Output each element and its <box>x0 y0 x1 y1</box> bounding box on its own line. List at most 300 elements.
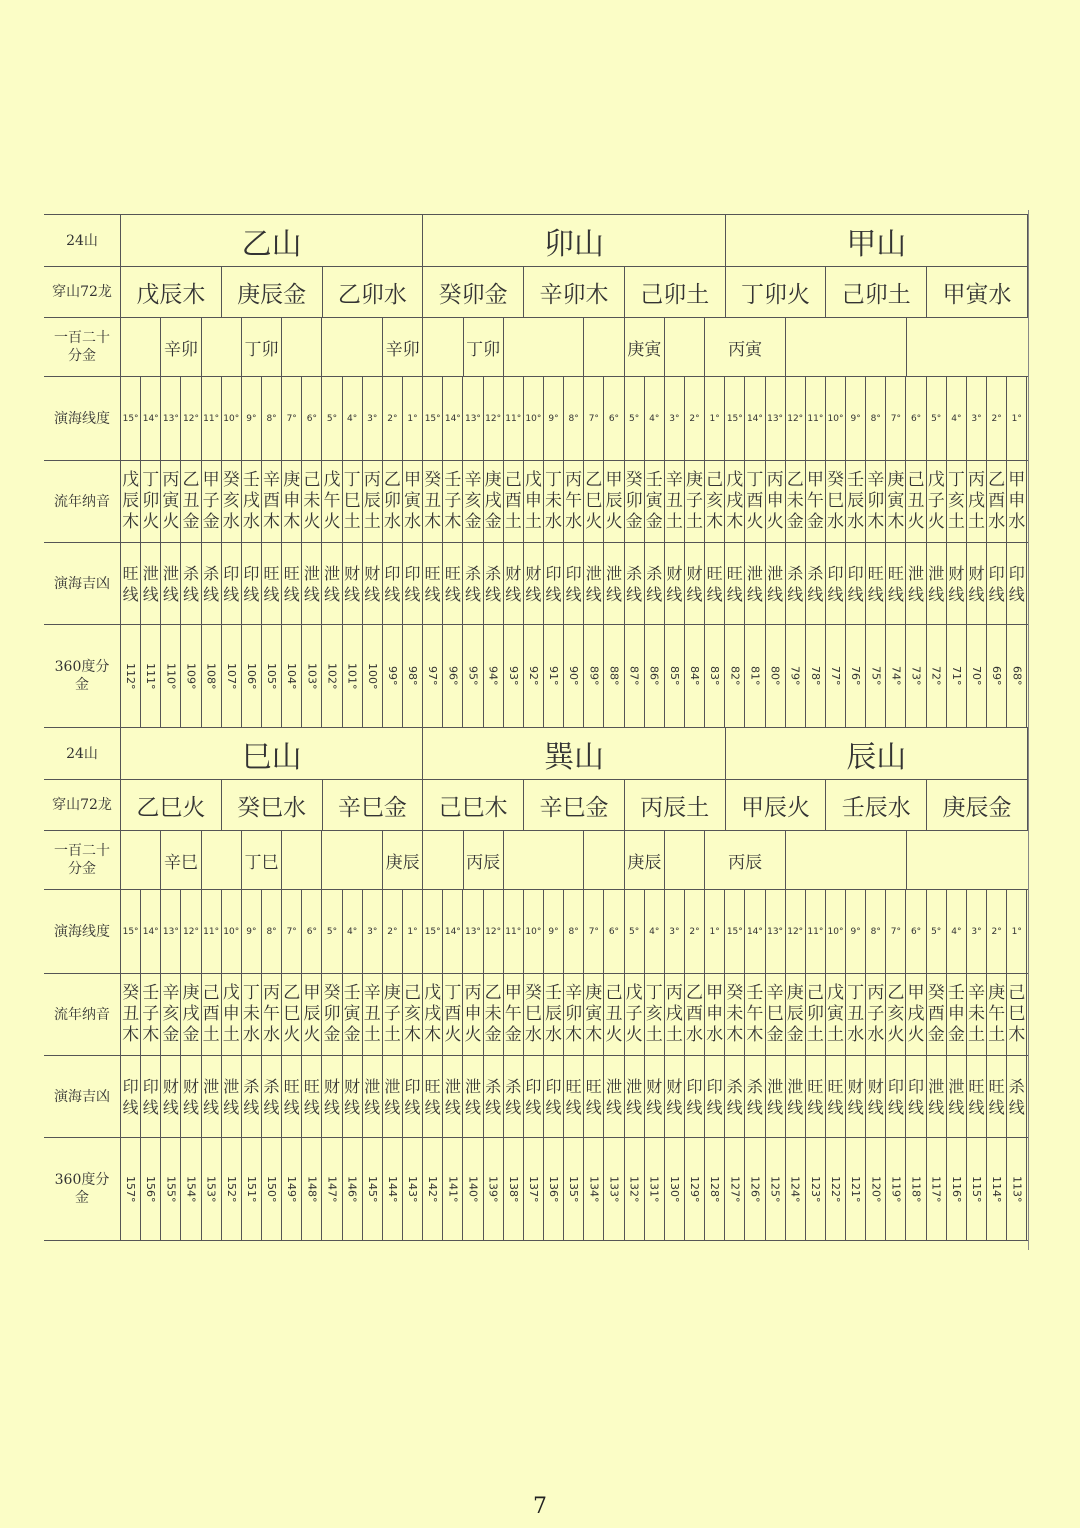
glyph: 土 <box>645 1025 663 1045</box>
degree-cell: 4° <box>947 377 967 460</box>
glyph: 水 <box>988 512 1006 532</box>
nayin-cell <box>604 461 624 542</box>
glyph: 卯 <box>565 1004 583 1024</box>
fenjin-cell <box>121 318 161 376</box>
glyph: 金 <box>786 512 804 532</box>
glyph: 壬 <box>242 470 260 490</box>
glyph: 午 <box>746 1004 764 1024</box>
nayin-cell <box>826 974 846 1055</box>
glyph: 线 <box>867 1097 884 1117</box>
degree-cell: 9° <box>846 890 866 973</box>
glyph: 火 <box>444 1025 462 1045</box>
glyph: 丙 <box>766 470 784 490</box>
glyph: 水 <box>404 512 422 532</box>
glyph: 辰 <box>605 491 623 511</box>
glyph: 线 <box>263 584 280 604</box>
degree-cell: 11° <box>202 377 222 460</box>
glyph: 木 <box>424 1025 442 1045</box>
glyph: 线 <box>605 1097 622 1117</box>
nayin-cell <box>343 974 363 1055</box>
glyph: 财 <box>867 1076 884 1096</box>
glyph: 杀 <box>505 1076 522 1096</box>
glyph: 金 <box>484 512 502 532</box>
dragon-cell: 己卯土 <box>826 267 927 317</box>
glyph: 庚 <box>786 983 804 1003</box>
glyph: 火 <box>766 512 784 532</box>
glyph: 线 <box>928 1097 945 1117</box>
jixiong-cell <box>584 543 604 624</box>
glyph: 印 <box>706 1076 723 1096</box>
jixiong-cell <box>383 1056 403 1137</box>
glyph: 线 <box>404 584 421 604</box>
glyph: 未 <box>545 491 563 511</box>
glyph: 线 <box>827 1097 844 1117</box>
jixiong-cell <box>141 543 161 624</box>
glyph: 印 <box>988 563 1005 583</box>
glyph: 水 <box>847 512 865 532</box>
fen360-cell: 137° <box>524 1138 544 1240</box>
glyph: 线 <box>384 1097 401 1117</box>
glyph: 辛 <box>867 470 885 490</box>
fenjin-cell <box>282 831 322 889</box>
jixiong-cell <box>322 543 342 624</box>
dragon-cell: 己巳木 <box>423 780 524 830</box>
nayin-cell <box>282 974 302 1055</box>
glyph: 丁 <box>645 983 663 1003</box>
glyph: 金 <box>343 1025 361 1045</box>
dragon-cell: 甲辰火 <box>726 780 827 830</box>
glyph: 线 <box>767 584 784 604</box>
glyph: 卯 <box>867 491 885 511</box>
glyph: 泄 <box>928 563 945 583</box>
fen360-cell: 75° <box>866 625 886 727</box>
glyph: 财 <box>968 563 985 583</box>
glyph: 线 <box>243 584 260 604</box>
glyph: 癸 <box>625 470 643 490</box>
nayin-cell <box>705 974 725 1055</box>
degree-cell: 10° <box>222 890 242 973</box>
jixiong-cell <box>262 543 282 624</box>
glyph: 线 <box>646 584 663 604</box>
jixiong-cell <box>906 543 926 624</box>
degree-cell: 8° <box>262 890 282 973</box>
fen360-cell: 151° <box>242 1138 262 1240</box>
jixiong-cell <box>202 543 222 624</box>
page-right-rule <box>1028 210 1029 1250</box>
nayin-cell <box>544 974 564 1055</box>
row-label: 24山 <box>44 215 121 266</box>
row-label: 演海线度 <box>44 377 121 460</box>
dragon-cell: 戊辰木 <box>121 267 222 317</box>
fen360-cell: 115° <box>967 1138 987 1240</box>
degree-cell: 10° <box>524 377 544 460</box>
degree-cell: 14° <box>141 377 161 460</box>
nayin-cell <box>947 461 967 542</box>
fenjin120-row <box>44 831 1028 890</box>
degree-row <box>44 890 1028 974</box>
glyph: 巳 <box>283 1004 301 1024</box>
glyph: 线 <box>505 584 522 604</box>
glyph: 土 <box>665 512 683 532</box>
glyph: 火 <box>162 512 180 532</box>
glyph: 丙 <box>967 470 985 490</box>
glyph: 午 <box>988 1004 1006 1024</box>
degree-cell: 4° <box>343 377 363 460</box>
glyph: 火 <box>303 512 321 532</box>
jixiong-cell <box>161 1056 181 1137</box>
glyph: 丁 <box>242 983 260 1003</box>
degree-cell: 7° <box>886 377 906 460</box>
glyph: 水 <box>826 512 844 532</box>
glyph: 线 <box>988 1097 1005 1117</box>
fen360-cell: 150° <box>262 1138 282 1240</box>
glyph: 辛 <box>162 983 180 1003</box>
fen360-cell: 93° <box>504 625 524 727</box>
fen360-cell: 111° <box>141 625 161 727</box>
glyph: 癸 <box>524 983 542 1003</box>
glyph: 线 <box>646 1097 663 1117</box>
glyph: 未 <box>786 491 804 511</box>
glyph: 泄 <box>767 563 784 583</box>
glyph: 戌 <box>484 491 502 511</box>
nayin-cell <box>584 461 604 542</box>
glyph: 丁 <box>746 470 764 490</box>
glyph: 丑 <box>122 1004 140 1024</box>
fen360-cell: 94° <box>484 625 504 727</box>
glyph: 线 <box>323 1097 340 1117</box>
nayin-cell <box>604 974 624 1055</box>
glyph: 金 <box>786 1025 804 1045</box>
degree-cell: 5° <box>625 377 645 460</box>
glyph: 线 <box>142 1097 159 1117</box>
glyph: 泄 <box>787 1076 804 1096</box>
fenjin-cell: 丙辰 <box>464 831 504 889</box>
fen360-cell: 80° <box>766 625 786 727</box>
glyph: 印 <box>847 563 864 583</box>
glyph: 杀 <box>807 563 824 583</box>
glyph: 丙 <box>565 470 583 490</box>
degree-cell: 14° <box>443 377 463 460</box>
glyph: 壬 <box>947 983 965 1003</box>
nayin-cell <box>463 974 483 1055</box>
glyph: 旺 <box>444 563 461 583</box>
glyph: 金 <box>806 512 824 532</box>
degree-cell: 14° <box>745 890 765 973</box>
nayin-cell <box>242 974 262 1055</box>
glyph: 线 <box>364 1097 381 1117</box>
dragon-cell: 己卯土 <box>625 267 726 317</box>
glyph: 印 <box>827 563 844 583</box>
nayin-cell <box>786 461 806 542</box>
jixiong-cell <box>645 1056 665 1137</box>
jixiong-cell <box>1007 1056 1027 1137</box>
degree-cell: 14° <box>745 377 765 460</box>
jixiong-cell <box>161 543 181 624</box>
jixiong-cell <box>322 1056 342 1137</box>
glyph: 庚 <box>182 983 200 1003</box>
glyph: 土 <box>947 512 965 532</box>
fen360-cell: 130° <box>665 1138 685 1240</box>
glyph: 土 <box>686 512 703 532</box>
glyph: 线 <box>626 1097 643 1117</box>
jixiong-cell <box>786 543 806 624</box>
fen360-cell: 91° <box>544 625 564 727</box>
glyph: 亥 <box>887 1004 905 1024</box>
degree-cell: 9° <box>242 377 262 460</box>
jixiong-cell <box>725 543 745 624</box>
glyph: 线 <box>464 584 481 604</box>
glyph: 木 <box>726 1025 744 1045</box>
nayin-cell <box>202 974 222 1055</box>
jixiong-cell <box>705 1056 725 1137</box>
fenjin-cell: 丙寅 <box>705 318 786 376</box>
glyph: 泄 <box>767 1076 784 1096</box>
jixiong-cell <box>484 543 504 624</box>
nayin-cell <box>927 461 947 542</box>
nayin-cell <box>766 461 786 542</box>
nayin-cell <box>846 461 866 542</box>
glyph: 印 <box>223 563 240 583</box>
fenjin-cell: 丁巳 <box>242 831 282 889</box>
glyph: 线 <box>827 584 844 604</box>
degree-cell: 5° <box>927 890 947 973</box>
glyph: 卯 <box>323 1004 341 1024</box>
glyph: 酉 <box>927 1004 945 1024</box>
glyph: 申 <box>222 1004 240 1024</box>
glyph: 印 <box>887 1076 904 1096</box>
jixiong-cell <box>584 1056 604 1137</box>
glyph: 旺 <box>565 1076 582 1096</box>
glyph: 金 <box>323 1025 341 1045</box>
glyph: 金 <box>645 512 663 532</box>
glyph: 水 <box>686 1025 703 1045</box>
glyph: 申 <box>1008 491 1026 511</box>
jixiong-cell <box>725 1056 745 1137</box>
glyph: 印 <box>243 563 260 583</box>
glyph: 子 <box>625 1004 643 1024</box>
glyph: 线 <box>424 584 441 604</box>
glyph: 线 <box>988 584 1005 604</box>
nayin-cell <box>806 461 826 542</box>
glyph: 线 <box>545 1097 562 1117</box>
nayin-cell <box>705 461 725 542</box>
degree-cell: 5° <box>625 890 645 973</box>
degree-cell: 2° <box>685 890 705 973</box>
glyph: 寅 <box>887 491 905 511</box>
glyph: 水 <box>706 1025 724 1045</box>
fen360-cell: 138° <box>504 1138 524 1240</box>
degree-cell: 3° <box>967 377 987 460</box>
fen360-cell: 85° <box>665 625 685 727</box>
glyph: 庚 <box>484 470 502 490</box>
glyph: 线 <box>505 1097 522 1117</box>
glyph: 甲 <box>404 470 422 490</box>
glyph: 戊 <box>726 470 744 490</box>
glyph: 木 <box>887 512 905 532</box>
jixiong-cell <box>685 1056 705 1137</box>
glyph: 戊 <box>222 983 240 1003</box>
glyph: 戌 <box>182 1004 200 1024</box>
glyph: 子 <box>383 1004 401 1024</box>
dragon-cell: 庚辰金 <box>927 780 1028 830</box>
fenjin-cell <box>665 831 705 889</box>
glyph: 庚 <box>383 983 401 1003</box>
jixiong-cell <box>866 1056 886 1137</box>
nayin-cell <box>282 461 302 542</box>
fenjin-cell: 辛卯 <box>383 318 423 376</box>
glyph: 杀 <box>263 1076 280 1096</box>
glyph: 土 <box>504 512 522 532</box>
glyph: 印 <box>545 563 562 583</box>
glyph: 财 <box>162 1076 179 1096</box>
jixiong-cell <box>282 543 302 624</box>
jixiong-cell <box>1007 543 1027 624</box>
glyph: 线 <box>364 584 381 604</box>
fen360-cell: 157° <box>121 1138 141 1240</box>
nayin-cell <box>645 461 665 542</box>
jixiong-cell <box>705 543 725 624</box>
glyph: 辛 <box>665 470 683 490</box>
glyph: 辛 <box>464 470 482 490</box>
glyph: 水 <box>867 1025 885 1045</box>
fen360-cell: 113° <box>1007 1138 1027 1240</box>
glyph: 财 <box>364 563 381 583</box>
glyph: 线 <box>887 1097 904 1117</box>
fen360-cell: 126° <box>745 1138 765 1240</box>
fen360-cell: 84° <box>685 625 705 727</box>
glyph: 戊 <box>122 470 140 490</box>
jixiong-cell <box>302 1056 322 1137</box>
degree-cell: 15° <box>725 890 745 973</box>
fen360-cell: 99° <box>383 625 403 727</box>
mountain-cell: 甲山 <box>726 215 1028 266</box>
glyph: 火 <box>323 512 341 532</box>
fen360-cell: 73° <box>906 625 926 727</box>
fen360-cell: 89° <box>584 625 604 727</box>
glyph: 丁 <box>545 470 563 490</box>
glyph: 水 <box>222 512 240 532</box>
palace-table-1 <box>44 214 1028 728</box>
nayin-cell <box>443 461 463 542</box>
glyph: 丙 <box>162 470 180 490</box>
degree-cell: 1° <box>1007 890 1027 973</box>
fen360-cell: 98° <box>403 625 423 727</box>
jixiong-cell <box>141 1056 161 1137</box>
degree-row <box>44 377 1028 461</box>
glyph: 财 <box>344 1076 361 1096</box>
glyph: 庚 <box>887 470 905 490</box>
glyph: 金 <box>766 1025 784 1045</box>
glyph: 申 <box>524 491 542 511</box>
jixiong-cell <box>343 543 363 624</box>
glyph: 申 <box>464 1004 482 1024</box>
dragon-cell: 乙卯水 <box>323 267 424 317</box>
nayin-cell <box>423 461 443 542</box>
glyph: 印 <box>142 1076 159 1096</box>
glyph: 旺 <box>283 563 300 583</box>
glyph: 己 <box>605 983 623 1003</box>
jixiong-cell <box>524 1056 544 1137</box>
jixiong-row <box>44 543 1028 625</box>
degree-cell: 11° <box>504 377 524 460</box>
degree-cell: 4° <box>645 890 665 973</box>
nayin-cell <box>222 461 242 542</box>
degree-cell: 11° <box>202 890 222 973</box>
glyph: 酉 <box>988 491 1006 511</box>
degree-cell: 7° <box>282 890 302 973</box>
nayin-cell <box>181 974 201 1055</box>
glyph: 线 <box>263 1097 280 1117</box>
glyph: 丁 <box>343 470 361 490</box>
fen360-cell: 136° <box>544 1138 564 1240</box>
fen360-cell: 135° <box>564 1138 584 1240</box>
glyph: 印 <box>565 563 582 583</box>
nayin-cell <box>745 461 765 542</box>
jixiong-cell <box>806 1056 826 1137</box>
glyph: 线 <box>142 584 159 604</box>
glyph: 杀 <box>243 1076 260 1096</box>
glyph: 水 <box>1008 512 1026 532</box>
degree-cell: 10° <box>524 890 544 973</box>
glyph: 财 <box>666 1076 683 1096</box>
glyph: 木 <box>1008 1025 1026 1045</box>
glyph: 泄 <box>605 1076 622 1096</box>
glyph: 火 <box>283 1025 301 1045</box>
fen360-cell: 82° <box>725 625 745 727</box>
dragon-cell: 丁卯火 <box>726 267 827 317</box>
degree-cell: 12° <box>484 377 504 460</box>
degree-cell: 4° <box>947 890 967 973</box>
jixiong-cell <box>766 1056 786 1137</box>
glyph: 土 <box>222 1025 240 1045</box>
fen360-cell: 76° <box>846 625 866 727</box>
row-label: 360度分金 <box>44 625 121 727</box>
degree-cell: 7° <box>584 377 604 460</box>
glyph: 旺 <box>988 1076 1005 1096</box>
degree-cell: 5° <box>927 377 947 460</box>
fen360-cell: 122° <box>826 1138 846 1240</box>
glyph: 辛 <box>263 470 281 490</box>
jixiong-cell <box>745 543 765 624</box>
fen360-cell: 146° <box>343 1138 363 1240</box>
nayin-cell <box>262 461 282 542</box>
glyph: 甲 <box>605 470 623 490</box>
glyph: 线 <box>847 1097 864 1117</box>
fen360-cell: 86° <box>645 625 665 727</box>
glyph: 己 <box>907 470 925 490</box>
degree-cell: 15° <box>423 377 443 460</box>
fen360-cell: 149° <box>282 1138 302 1240</box>
glyph: 卯 <box>806 1004 824 1024</box>
fen360-cell: 70° <box>967 625 987 727</box>
nayin-cell <box>886 461 906 542</box>
glyph: 线 <box>344 1097 361 1117</box>
glyph: 乙 <box>182 470 200 490</box>
fenjin-cell: 丁卯 <box>464 318 504 376</box>
glyph: 线 <box>203 1097 220 1117</box>
nayin-cell <box>927 974 947 1055</box>
nayin-cell <box>121 974 141 1055</box>
fenjin-cell <box>423 318 463 376</box>
fenjin-cell <box>202 831 242 889</box>
glyph: 线 <box>303 584 320 604</box>
glyph: 寅 <box>404 491 422 511</box>
fenjin-cell: 庚辰 <box>625 831 665 889</box>
glyph: 寅 <box>826 1004 844 1024</box>
fen360-cell: 100° <box>363 625 383 727</box>
glyph: 金 <box>484 1025 502 1045</box>
glyph: 水 <box>847 1025 865 1045</box>
